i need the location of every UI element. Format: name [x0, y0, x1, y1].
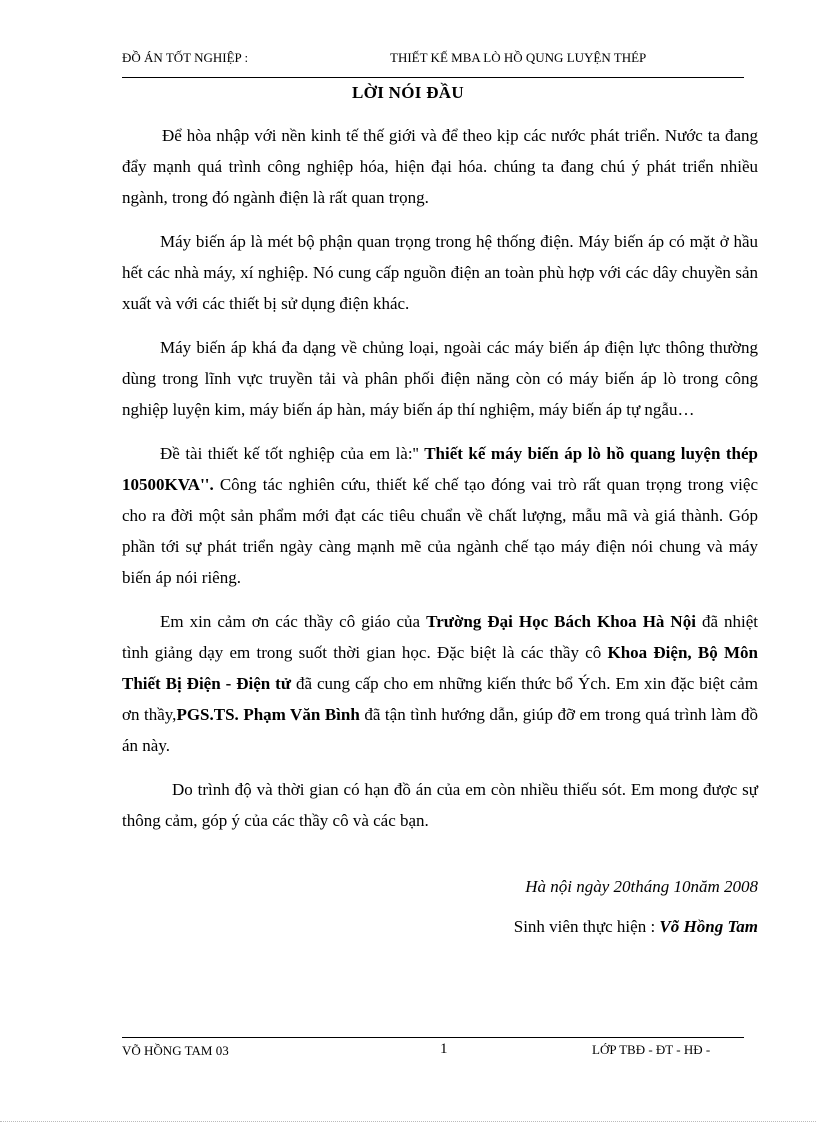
- university-name: Trường Đại Học Bách Khoa Hà Nội: [426, 612, 696, 631]
- department-name: Khoa Điện, Bộ Môn Thiết Bị Điện - Điện tử: [122, 643, 758, 693]
- page-number: 1: [440, 1041, 448, 1057]
- footer-class: LỚP TBĐ - ĐT - HĐ -: [592, 1042, 711, 1057]
- paragraph-5-part-4: đã tận tình hướng dẫn, giúp đỡ em trong quá trình làm đồ án này.: [122, 705, 758, 755]
- paragraph-6: Do trình độ và thời gian có hạn đồ án của em còn nhiều thiếu sót. Em mong được sự thông cảm, góp ý của các thầy cô và các bạn.: [122, 780, 758, 830]
- footer-divider: [122, 1037, 744, 1038]
- thesis-title: Thiết kế máy biến áp lò hồ quang luyện thép 10500KVA''.: [122, 444, 758, 494]
- paragraph-5-part-2: đã nhiệt tình giảng dạy em trong suốt thời gian học. Đặc biệt là các thầy cô: [122, 612, 759, 662]
- paragraph-4: [122, 438, 758, 593]
- page-title: LỜI NÓI ĐẦU: [352, 83, 464, 102]
- page-edge: [0, 1121, 816, 1122]
- signature-line: [514, 917, 758, 937]
- signer-label: Sinh viên thực hiện :: [513, 917, 656, 936]
- preface-body: [122, 120, 758, 849]
- header-divider: [122, 77, 744, 78]
- signer-name: Võ Hồng Tam: [659, 917, 758, 936]
- paragraph-5: [122, 606, 758, 761]
- header-document-type: ĐỒ ÁN TỐT NGHIỆP :: [122, 50, 249, 65]
- footer-author: VÕ HỒNG TAM 03: [122, 1043, 229, 1058]
- paragraph-2: Máy biến áp là mét bộ phận quan trọng trong hệ thống điện. Máy biến áp có mặt ở hầu hết các nhà máy, xí nghiệp. Nó cung cấp nguồn điện an toàn phù hợp với các dây chuyền sản xuất và với các thiết bị sử dụng điện khác.: [122, 232, 758, 313]
- paragraph-4-rest: Công tác nghiên cứu, thiết kế chế tạo đóng vai trò rất quan trọng trong việc cho ra đời một sản phẩm mới đạt các tiêu chuẩn về chất lượng, mẫu mã và giá thành. Góp phần tới sự phát triển ngày càng mạnh mẽ của ngành chế tạo máy điện nói chung và máy biến áp nói riêng.: [122, 475, 758, 587]
- paragraph-5-part-1: Em xin cảm ơn các thầy cô giáo của: [160, 612, 421, 631]
- advisor-name: PGS.TS. Phạm Văn Bình: [176, 705, 360, 724]
- paragraph-4-intro: Đề tài thiết kế tốt nghiệp của em là:'': [160, 444, 419, 463]
- paragraph-5-part-3: đã cung cấp cho em những kiến thức bổ Ých. Em xin đặc biệt cảm ơn thầy,: [122, 674, 759, 724]
- signing-date: Hà nội ngày 20tháng 10năm 2008: [525, 877, 758, 896]
- paragraph-3: Máy biến áp khá đa dạng về chủng loại, ngoài các máy biến áp điện lực thông thường dùng trong lĩnh vực truyền tải và phân phối điện năng còn có máy biến áp lò trong công nghiệp luyện kim, máy biến áp hàn, máy biến áp thí nghiệm, máy biến áp tự ngẫu…: [122, 338, 758, 419]
- paragraph-1: Để hòa nhập với nền kinh tế thế giới và để theo kịp các nước phát triển. Nước ta đang đẩy mạnh quá trình công nghiệp hóa, hiện đại hóa. chúng ta đang chú ý phát triển nhiều ngành, trong đó ngành điện là rất quan trọng.: [122, 126, 758, 207]
- header-project-title: THIẾT KẾ MBA LÒ HỒ QUNG LUYỆN THÉP: [390, 50, 647, 65]
